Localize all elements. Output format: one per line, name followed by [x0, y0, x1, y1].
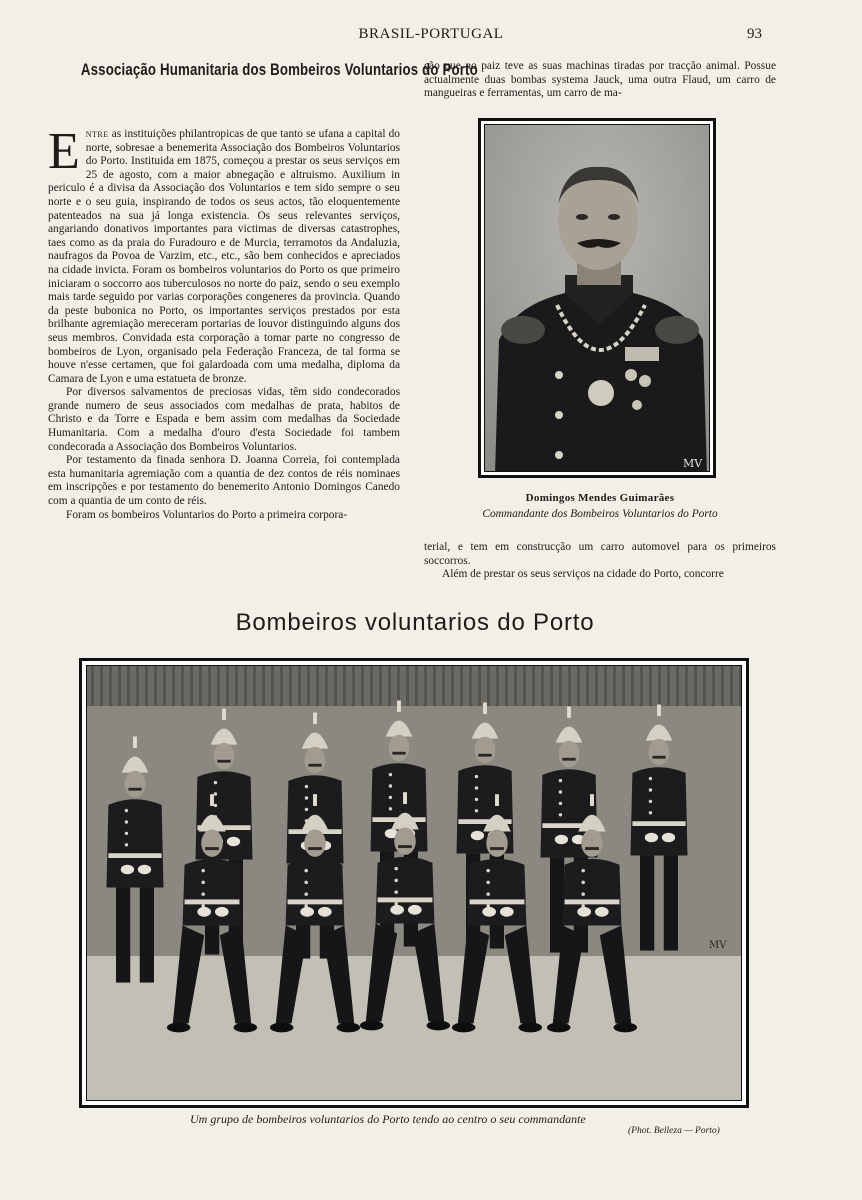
- portrait-photo-frame: [478, 118, 716, 478]
- group-photo-caption: Um grupo de bombeiros voluntarios do Porto tendo ao centro o seu commandante: [190, 1112, 586, 1126]
- article-paragraph-6: Além de prestar os seus serviços na cidade do Porto, concorre: [442, 568, 724, 581]
- portrait-monogram: MV: [683, 457, 703, 470]
- group-photo: [86, 665, 742, 1101]
- group-monogram: MV: [709, 940, 727, 951]
- article-right-column-bottom: [424, 541, 776, 582]
- portrait-photo: [484, 124, 710, 472]
- lead-word: ntre: [85, 128, 109, 140]
- paragraph-text: as instituições philantropicas de que tanto se ufana a capital do norte, sobresae a benemerita Associação dos Bombeiros Voluntarios do Porto. Instituida em 1875, começou a prestar os seus serviços em 25 de agosto, com a maior abnegação e altruismo. Auxilium in periculo é a divisa da Associação dos Voluntarios e tem sido sempre o seu norte e o seu guia, inspirando de todos os seus actos, tão eloquentemente patenteados na sua já longa existencia. Os seus relevantes serviços, angariando donativos importantes para victimas de diversas catastrophes, taes como as da praia do Furadouro e de Murcia, terramotos da Andaluzia, naufragos da Povoa de Varzim, etc., etc., são bem conhecidos e apreciados na cidade invicta. Foram os bombeiros voluntarios do Porto os que primeiro iniciaram o soccorro aos tuberculosos no norte do paiz, sendo o seu exemplo mais tarde seguido por varias corporações congeneres da provincia. Quando da peste bubonica no Porto, os importantes serviços prestados por esta brilhante agremiação mereceram portarias de louvor distinguindo alguns dos seus membros. Convidada esta corporação a tomar parte no congresso de bombeiros de Lyon, organisado pela Federação Franceza, de tal forma se houve n'esse certamen, que foi galardoada com uma medalha, diploma da Camara de Lyon e uma estatueta de bronze.: [48, 128, 400, 385]
- article-paragraph-5: terial, e tem em construcção um carro automovel para os primeiros soccorros.: [424, 541, 776, 567]
- photo-credit: (Phot. Belleza — Porto): [628, 1126, 720, 1136]
- portrait-illustration: [485, 125, 710, 472]
- article-paragraph-2: Por diversos salvamentos de preciosas vidas, têm sido condecorados grande numero de seus associados com medalhas de prata, habitos de Christo e da Torre e Espada e bem assim com medalhas da Sociedade Humanitaria. Com a medalha d'ouro d'esta Sociedade foi tambem condecorada a Associação dos Bombeiros Voluntarios.: [48, 386, 400, 453]
- article-title: Associação Humanitaria dos Bombeiros Voluntarios do Porto: [80, 60, 478, 79]
- article-paragraph-4: Foram os bombeiros Voluntarios do Porto a primeira corpora-: [66, 508, 348, 521]
- running-title: BRASIL-PORTUGAL: [358, 26, 504, 42]
- portrait-caption-name: Domingos Mendes Guimarães: [525, 492, 675, 504]
- article-paragraph-1: [48, 123, 400, 386]
- page-number: 93: [747, 26, 762, 42]
- article-continuation: ção que no paiz teve as suas machinas tiradas por tracção animal. Possue actualmente duas bombas systema Jauck, uma outra Flaud, um carro de mangueiras e ferramentas, um carro de ma-: [424, 60, 776, 100]
- group-photo-frame: [79, 658, 749, 1108]
- dropcap: E: [48, 123, 80, 180]
- article-left-column: [48, 123, 400, 522]
- group-photo-illustration: [87, 666, 742, 1101]
- portrait-caption-role: Commandante dos Bombeiros Voluntarios do Porto: [482, 508, 718, 520]
- group-photo-heading: Bombeiros voluntarios do Porto: [235, 609, 595, 636]
- article-right-column-top: [424, 60, 776, 101]
- article-paragraph-3: Por testamento da finada senhora D. Joanna Correia, foi contemplada esta humanitaria agremiação com a quantia de dez contos de réis nominaes em inscripções e por testamento do benemerito Antonio Domingos Canedo com a quantia de um conto de réis.: [48, 454, 400, 508]
